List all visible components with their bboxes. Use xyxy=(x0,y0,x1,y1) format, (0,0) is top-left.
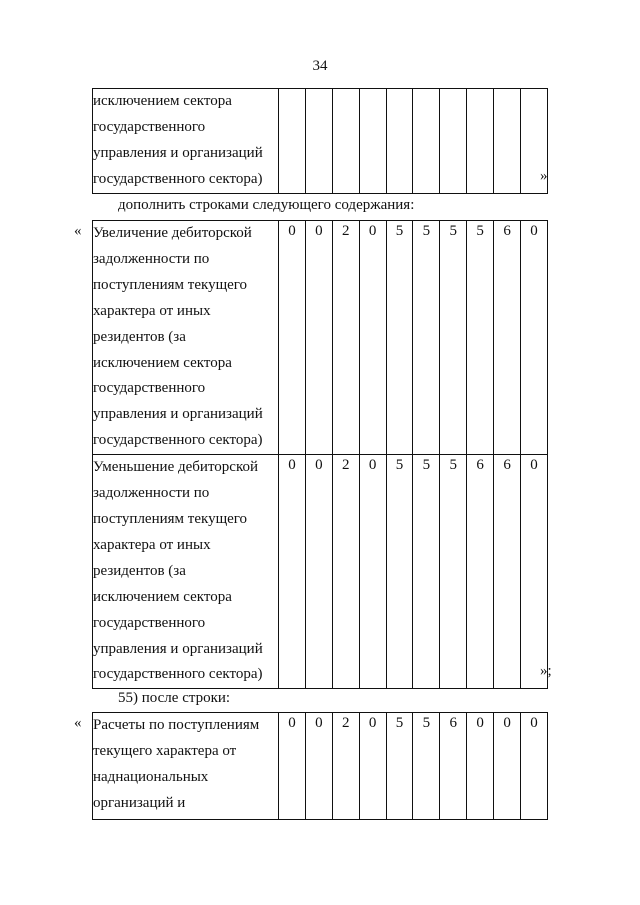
code-digit-cell: 0 xyxy=(359,221,386,455)
label-line: резидентов (за xyxy=(93,562,186,579)
code-digit-cell: 0 xyxy=(305,713,332,820)
code-digit-cell xyxy=(440,89,467,194)
code-digit-cell xyxy=(305,89,332,194)
label-line: государственного сектора) xyxy=(93,666,263,683)
code-digit-cell: 5 xyxy=(467,221,494,455)
code-digit-cell: 0 xyxy=(467,713,494,820)
code-digit-cell xyxy=(413,89,440,194)
closing-quote: » xyxy=(540,168,548,184)
label-line: поступлениям текущего xyxy=(93,510,248,527)
row-label xyxy=(93,455,279,689)
label-line: текущего характера от xyxy=(93,742,237,759)
label-line: поступлениям текущего xyxy=(93,276,248,293)
instruction-text: дополнить строками следующего содержания: xyxy=(118,197,415,213)
table-reference-row xyxy=(92,712,548,820)
table-row xyxy=(93,455,548,689)
code-digit-cell: 2 xyxy=(332,455,359,689)
opening-quote: « xyxy=(74,715,82,731)
code-digit-cell: 5 xyxy=(386,713,413,820)
code-digit-cell: 0 xyxy=(305,221,332,455)
label-line: исключением сектора xyxy=(93,93,232,109)
page-number: 34 xyxy=(312,58,328,74)
code-digit-cell: 0 xyxy=(359,455,386,689)
code-digit-cell: 5 xyxy=(413,221,440,455)
label-line: исключением сектора xyxy=(93,588,232,605)
label-line: характера от иных xyxy=(93,536,211,553)
code-digit-cell: 5 xyxy=(386,221,413,455)
code-digit-cell: 5 xyxy=(440,455,467,689)
label-line: Расчеты по поступлениям xyxy=(93,717,260,733)
label-line: Увеличение дебиторской xyxy=(93,225,252,241)
code-digit-cell xyxy=(359,89,386,194)
code-digit-cell: 6 xyxy=(494,221,521,455)
code-digit-cell: 6 xyxy=(494,455,521,689)
code-digit-cell xyxy=(332,89,359,194)
label-line: государственного xyxy=(93,614,206,631)
instruction-text: 55) после строки: xyxy=(118,690,231,706)
label-line: характера от иных xyxy=(93,302,211,319)
label-line: исключением сектора xyxy=(93,354,232,371)
code-digit-cell: 0 xyxy=(521,455,548,689)
label-line: государственного xyxy=(93,118,206,135)
label-line: управления и организаций xyxy=(93,640,263,657)
code-digit-cell: 0 xyxy=(521,713,548,820)
code-digit-cell: 0 xyxy=(494,713,521,820)
code-digit-cell xyxy=(279,89,306,194)
code-digit-cell xyxy=(494,89,521,194)
opening-quote: « xyxy=(74,223,82,239)
table-row xyxy=(93,221,548,455)
label-line: государственного сектора) xyxy=(93,170,263,187)
code-digit-cell: 5 xyxy=(440,221,467,455)
label-line: задолженности по xyxy=(93,485,210,502)
code-digit-cell: 0 xyxy=(359,713,386,820)
table-continuation xyxy=(92,88,548,194)
label-line: наднациональных xyxy=(93,768,209,785)
label-line: резидентов (за xyxy=(93,328,186,345)
code-digit-cell: 6 xyxy=(467,455,494,689)
label-line: государственного сектора) xyxy=(93,432,263,449)
code-digit-cell: 2 xyxy=(332,221,359,455)
code-digit-cell: 5 xyxy=(386,455,413,689)
code-digit-cell xyxy=(467,89,494,194)
code-digit-cell: 0 xyxy=(305,455,332,689)
code-digit-cell xyxy=(386,89,413,194)
code-digit-cell: 0 xyxy=(521,221,548,455)
table-row xyxy=(93,713,548,820)
label-line: задолженности по xyxy=(93,250,210,267)
code-digit-cell: 6 xyxy=(440,713,467,820)
code-digit-cell: 2 xyxy=(332,713,359,820)
label-line: Уменьшение дебиторской xyxy=(93,459,259,476)
code-digit-cell: 0 xyxy=(279,455,306,689)
row-label xyxy=(93,89,279,194)
table-row xyxy=(93,89,548,194)
label-line: государственного xyxy=(93,380,206,397)
label-line: управления и организаций xyxy=(93,144,263,161)
label-line: организаций и xyxy=(93,794,186,811)
row-label xyxy=(93,713,279,820)
code-digit-cell: 5 xyxy=(413,455,440,689)
closing-quote: »; xyxy=(540,663,552,679)
code-digit-cell: 0 xyxy=(279,713,306,820)
row-label xyxy=(93,221,279,455)
code-digit-cell: 5 xyxy=(413,713,440,820)
label-line: управления и организаций xyxy=(93,406,263,423)
table-inserted-rows xyxy=(92,220,548,689)
code-digit-cell: 0 xyxy=(279,221,306,455)
